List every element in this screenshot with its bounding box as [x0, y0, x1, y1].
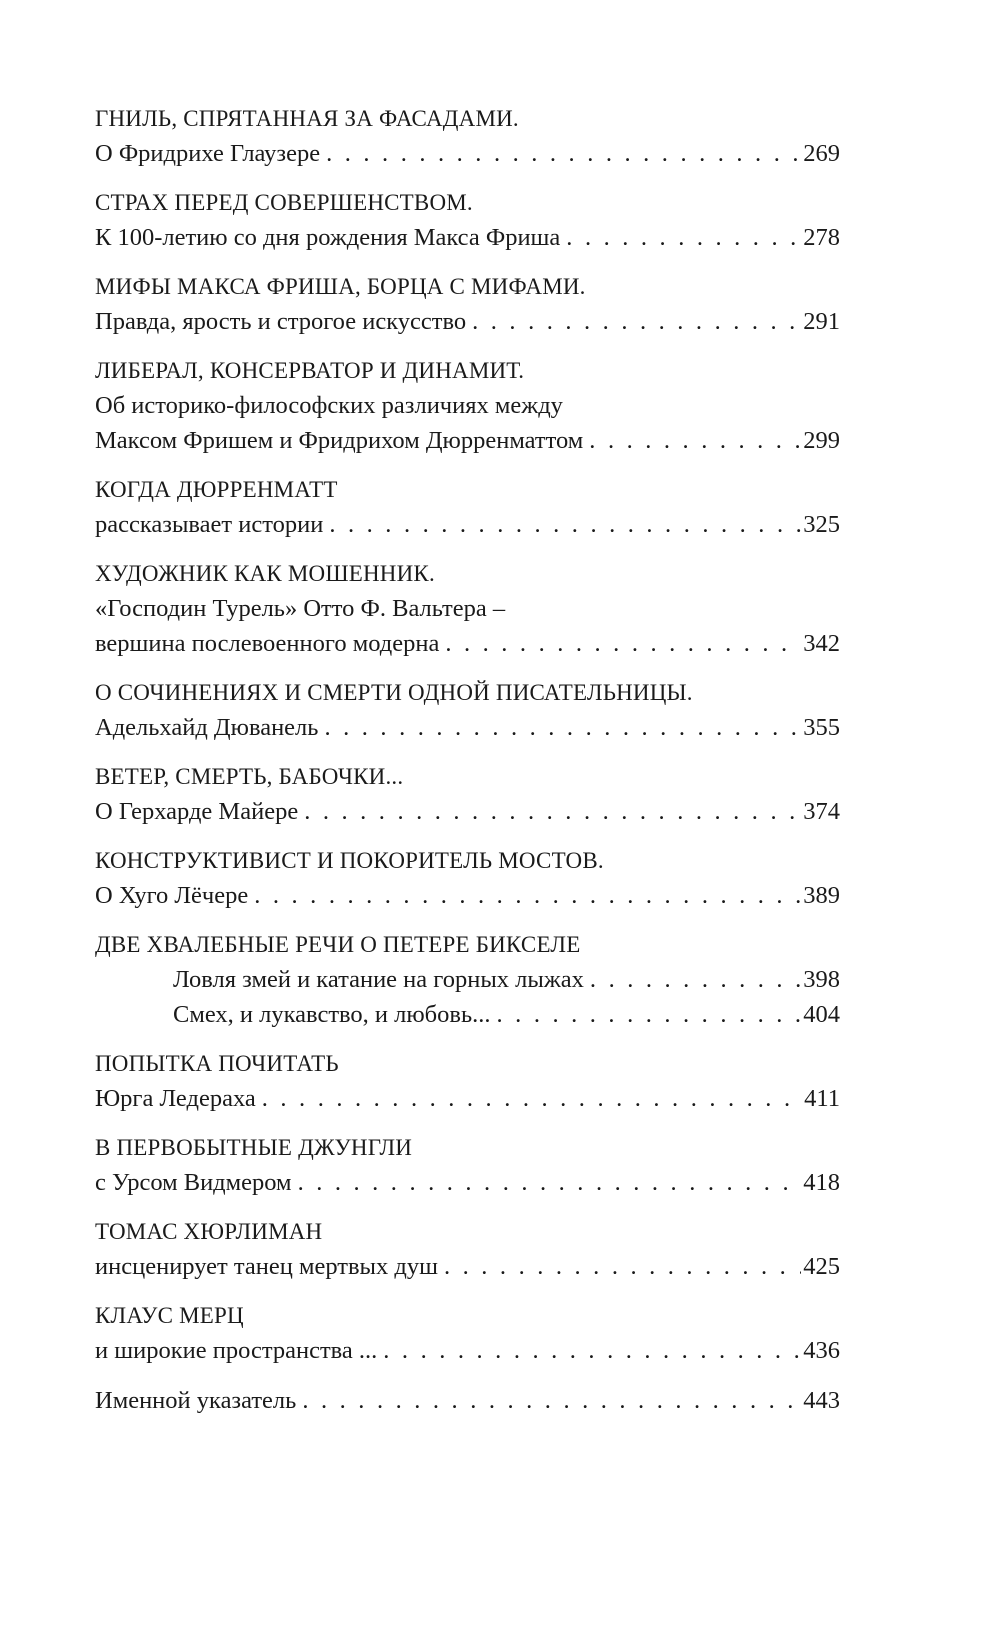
- toc-row[interactable]: [95, 1249, 840, 1284]
- toc-row[interactable]: [95, 1333, 840, 1368]
- toc-entry-heading: МИФЫ МАКСА ФРИША, БОРЦА С МИФАМИ.: [95, 274, 586, 299]
- toc-row-title: инсценирует танец мертвых душ: [95, 1253, 438, 1280]
- toc-entry-heading: ЛИБЕРАЛ, КОНСЕРВАТОР И ДИНАМИТ.: [95, 358, 525, 383]
- toc-entry: [95, 1299, 840, 1368]
- dot-leader: [318, 710, 801, 745]
- toc-row-title: Именной указатель: [95, 1387, 297, 1414]
- dot-leader: [560, 220, 801, 255]
- toc-row-title: Правда, ярость и строгое искусство: [95, 308, 467, 335]
- toc-row[interactable]: [95, 220, 840, 255]
- toc-row-title: и широкие пространства ...: [95, 1337, 378, 1364]
- toc-row[interactable]: [95, 304, 840, 339]
- toc-entry: [95, 270, 840, 339]
- toc-row-page-number: 291: [803, 308, 840, 335]
- toc-row-page-number: 342: [803, 630, 840, 657]
- toc-row[interactable]: [95, 423, 840, 458]
- toc-entry: [95, 102, 840, 171]
- dot-leader: [438, 1249, 801, 1284]
- table-of-contents: [95, 102, 840, 1433]
- toc-entry: [95, 1215, 840, 1284]
- toc-row-title: Юрга Ледераха: [95, 1085, 256, 1112]
- dot-leader: [292, 1165, 802, 1200]
- dot-leader: [491, 997, 802, 1032]
- toc-row-title: О Фридрихе Глаузере: [95, 140, 321, 167]
- toc-entry-heading: СТРАХ ПЕРЕД СОВЕРШЕНСТВОМ.: [95, 190, 473, 215]
- toc-entry: [95, 473, 840, 542]
- dot-leader: [583, 423, 801, 458]
- toc-row-page-number: 404: [803, 1001, 840, 1028]
- toc-row[interactable]: [95, 997, 840, 1032]
- toc-row-page-number: 325: [803, 511, 840, 538]
- toc-row-title: с Урсом Видмером: [95, 1169, 292, 1196]
- toc-entry: [95, 844, 840, 913]
- toc-entry-heading: ГНИЛЬ, СПРЯТАННАЯ ЗА ФАСАДАМИ.: [95, 106, 519, 131]
- toc-row[interactable]: [95, 507, 840, 542]
- toc-row[interactable]: [95, 1165, 840, 1200]
- dot-leader: [377, 1333, 801, 1368]
- toc-row-page-number: 374: [803, 798, 840, 825]
- dot-leader: [466, 304, 801, 339]
- dot-leader: [296, 1383, 801, 1418]
- dot-leader: [320, 136, 801, 171]
- toc-entry-heading: ХУДОЖНИК КАК МОШЕННИК.: [95, 561, 435, 586]
- toc-row-title: О Герхарде Майере: [95, 798, 299, 825]
- dot-leader: [323, 507, 801, 542]
- toc-entry-heading: КОНСТРУКТИВИСТ И ПОКОРИТЕЛЬ МОСТОВ.: [95, 848, 604, 873]
- toc-entry-subtitle-line: Об историко-философских различиях между: [95, 392, 563, 419]
- toc-row-title: Смех, и лукавство, и любовь...: [173, 1001, 491, 1028]
- toc-entry: [95, 928, 840, 1032]
- toc-entry-heading: ВЕТЕР, СМЕРТЬ, БАБОЧКИ...: [95, 764, 404, 789]
- toc-row-title: Ловля змей и катание на горных лыжах: [173, 966, 584, 993]
- toc-row-page-number: 299: [803, 427, 840, 454]
- toc-entry-heading: КЛАУС МЕРЦ: [95, 1303, 244, 1328]
- toc-row-page-number: 418: [803, 1169, 840, 1196]
- dot-leader: [584, 962, 801, 997]
- toc-entry: [95, 354, 840, 458]
- toc-row[interactable]: [95, 136, 840, 171]
- toc-entry: [95, 186, 840, 255]
- toc-entry-heading: О СОЧИНЕНИЯХ И СМЕРТИ ОДНОЙ ПИСАТЕЛЬНИЦЫ.: [95, 680, 693, 705]
- dot-leader: [298, 794, 801, 829]
- toc-row-page-number: 269: [803, 140, 840, 167]
- toc-entry: [95, 1047, 840, 1116]
- toc-entry-subtitle-line: «Господин Турель» Отто Ф. Вальтера –: [95, 595, 506, 622]
- toc-entry: [95, 1131, 840, 1200]
- toc-entry: [95, 676, 840, 745]
- toc-row[interactable]: [95, 794, 840, 829]
- toc-row-page-number: 355: [803, 714, 840, 741]
- toc-row-title: Адельхайд Дюванель: [95, 714, 319, 741]
- toc-entry-heading: ДВЕ ХВАЛЕБНЫЕ РЕЧИ О ПЕТЕРЕ БИКСЕЛЕ: [95, 932, 581, 957]
- toc-row-page-number: 436: [803, 1337, 840, 1364]
- toc-row-title: рассказывает истории: [95, 511, 324, 538]
- toc-row[interactable]: [95, 962, 840, 997]
- toc-entry-heading: В ПЕРВОБЫТНЫЕ ДЖУНГЛИ: [95, 1135, 413, 1160]
- toc-row-page-number: 278: [803, 224, 840, 251]
- toc-row-title: О Хуго Лёчере: [95, 882, 249, 909]
- dot-leader: [248, 878, 801, 913]
- toc-row[interactable]: [95, 878, 840, 913]
- toc-row-title: вершина послевоенного модерна: [95, 630, 440, 657]
- toc-row[interactable]: [95, 626, 840, 661]
- toc-row-title: К 100-летию со дня рождения Макса Фриша: [95, 224, 561, 251]
- toc-row[interactable]: [95, 1081, 840, 1116]
- toc-entry-heading: ТОМАС ХЮРЛИМАН: [95, 1219, 323, 1244]
- toc-row-page-number: 443: [803, 1387, 840, 1414]
- toc-entry: [95, 1383, 840, 1418]
- toc-row-page-number: 389: [803, 882, 840, 909]
- toc-entry: [95, 760, 840, 829]
- toc-row[interactable]: [95, 710, 840, 745]
- dot-leader: [439, 626, 801, 661]
- dot-leader: [256, 1081, 802, 1116]
- toc-entry-heading: ПОПЫТКА ПОЧИТАТЬ: [95, 1051, 339, 1076]
- toc-entry-heading: КОГДА ДЮРРЕНМАТТ: [95, 477, 338, 502]
- toc-row-page-number: 425: [803, 1253, 840, 1280]
- toc-row[interactable]: [95, 1383, 840, 1418]
- toc-entry: [95, 557, 840, 661]
- toc-row-page-number: 411: [804, 1085, 840, 1112]
- toc-row-title: Максом Фришем и Фридрихом Дюрренматтом: [95, 427, 584, 454]
- toc-row-page-number: 398: [803, 966, 840, 993]
